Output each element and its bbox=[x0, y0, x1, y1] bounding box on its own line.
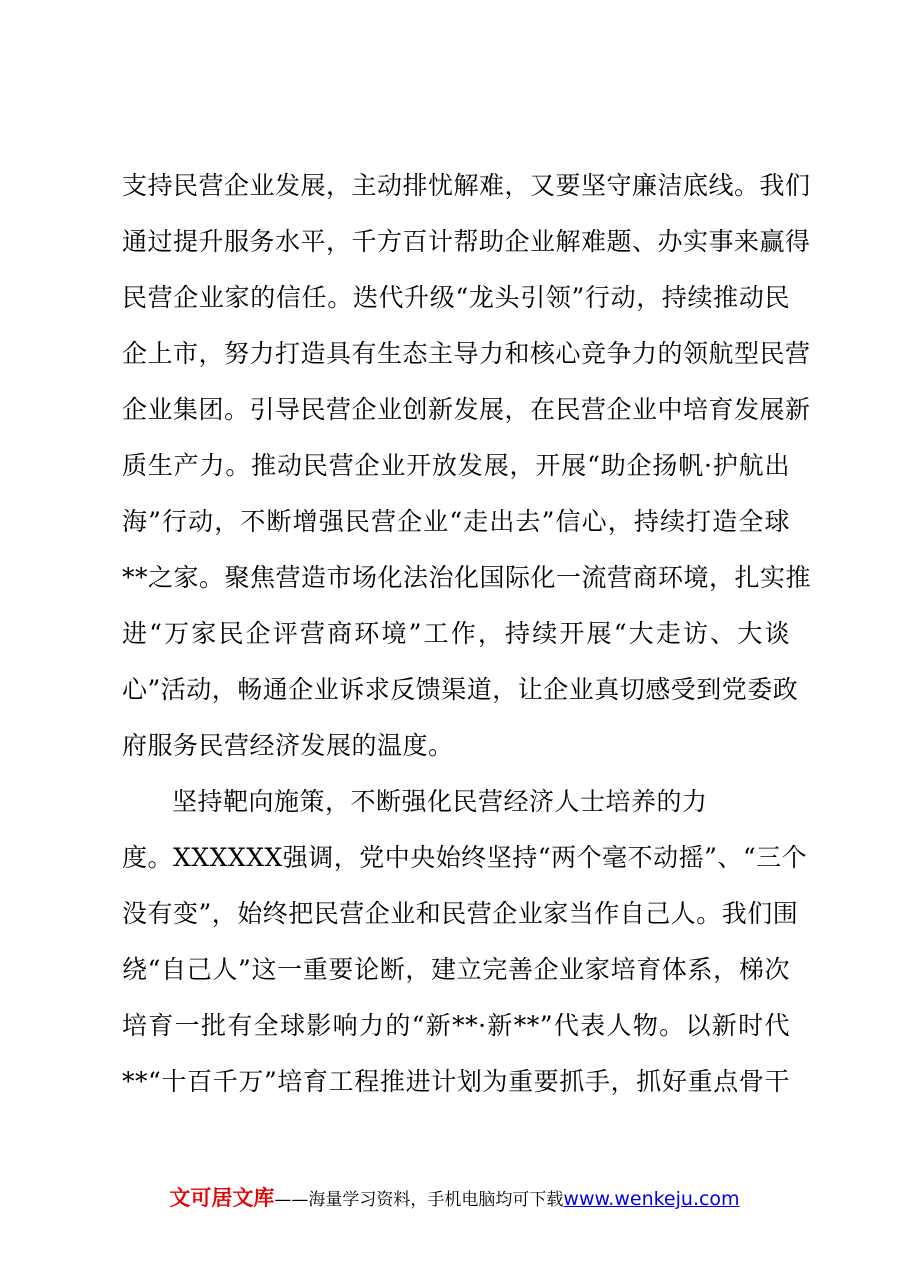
text-line: 企上市，努力打造具有生态主导力和核心竞争力的领航型民营 bbox=[122, 339, 811, 368]
text-line: 支持民营企业发展，主动排忧解难，又要坚守廉洁底线。我们 bbox=[122, 171, 811, 200]
paragraph-heading-line: 坚持靶向施策，不断强化民营经济人士培养的力 bbox=[172, 787, 708, 816]
text-line: 进“万家民企评营商环境”工作，持续开展“大走访、大谈 bbox=[122, 619, 790, 648]
text-line: **之家。聚焦营造市场化法治化国际化一流营商环境，扎实推 bbox=[122, 563, 812, 592]
text-line: 没有变”，始终把民营企业和民营企业家当作自己人。我们围 bbox=[122, 899, 799, 928]
text-line: 企业集团。引导民营企业创新发展，在民营企业中培育发展新 bbox=[122, 395, 811, 424]
text-line: 度。XXXXXX强调，党中央始终坚持“两个毫不动摇”、“三个 bbox=[122, 843, 808, 872]
footer-banner bbox=[0, 1182, 909, 1212]
footer-tagline: ——海量学习资料，手机电脑均可下载 bbox=[274, 1190, 564, 1210]
footer-brand: 文可居文库 bbox=[169, 1186, 275, 1210]
text-line: 通过提升服务水平，千方百计帮助企业解难题、办实事来赢得 bbox=[122, 227, 811, 256]
text-line: 绕“自己人”这一重要论断，建立完善企业家培育体系，梯次 bbox=[122, 955, 790, 984]
text-line: 培育一批有全球影响力的“新**·新**”代表人物。以新时代 bbox=[122, 1011, 790, 1040]
document-body bbox=[122, 164, 812, 1116]
text-line: 质生产力。推动民营企业开放发展，开展“助企扬帆·护航出 bbox=[122, 451, 790, 480]
text-line: **“十百千万”培育工程推进计划为重要抓手，抓好重点骨干 bbox=[122, 1067, 790, 1096]
text-line: 府服务民营经济发展的温度。 bbox=[122, 731, 454, 760]
footer-url-link[interactable]: www.wenkeju.com bbox=[563, 1188, 740, 1210]
text-line: 海”行动，不断增强民营企业“走出去”信心，持续打造全球 bbox=[122, 507, 790, 536]
text-line: 民营企业家的信任。迭代升级“龙头引领”行动，持续推动民 bbox=[122, 283, 790, 312]
text-line: 心”活动，畅通企业诉求反馈渠道，让企业真切感受到党委政 bbox=[122, 675, 799, 704]
